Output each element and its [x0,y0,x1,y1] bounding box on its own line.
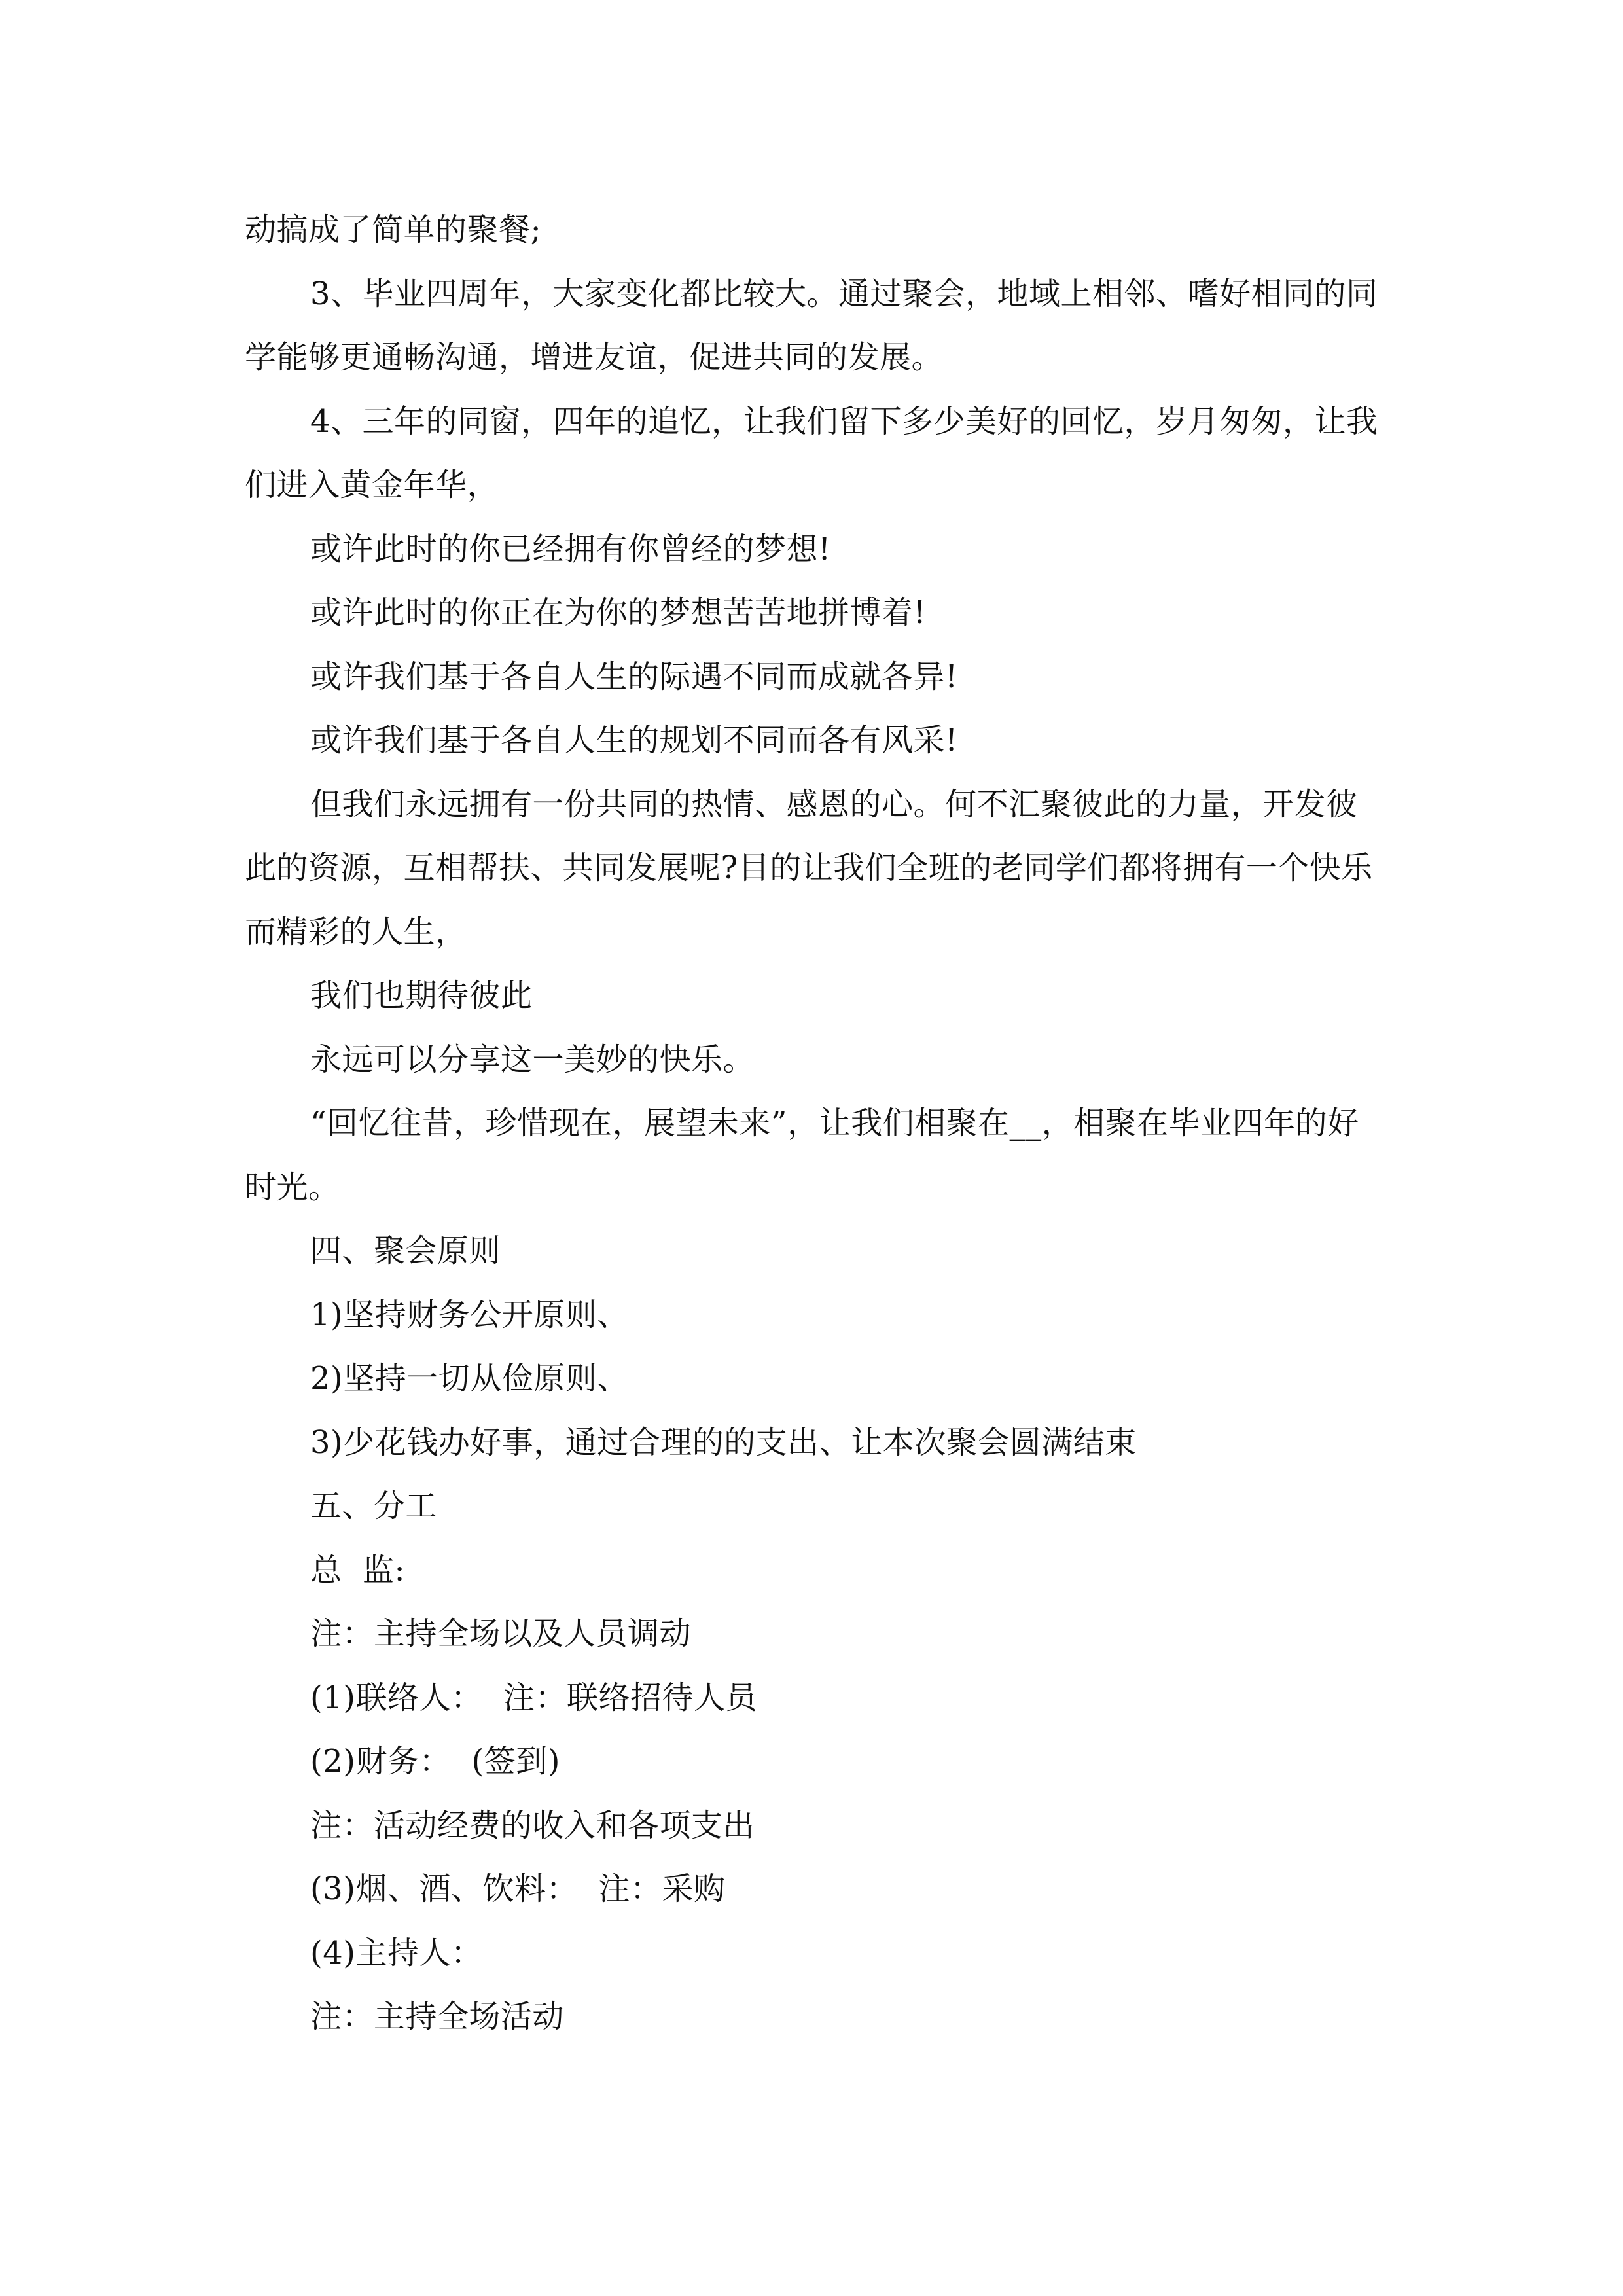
paragraph: 3、毕业四周年，大家变化都比较大。通过聚会，地域上相邻、嗜好相同的同学能够更通畅沟通，增进友谊，促进共同的发展。 [245,275,1378,376]
role-line: 总 监: [310,1551,406,1588]
paragraph: 或许我们基于各自人生的际遇不同而成就各异! [310,658,958,695]
list-item: 2)坚持一切从俭原则、 [310,1360,629,1397]
role-line: (3)烟、酒、饮料： 注：采购 [310,1871,726,1907]
note-line: 注：活动经费的收入和各项支出 [310,1806,755,1844]
paragraph: 动搞成了简单的聚餐; [245,211,542,248]
document-body [245,198,1381,2049]
paragraph: 或许我们基于各自人生的规划不同而各有风采! [310,722,958,759]
paragraph: 4、三年的同窗，四年的追忆，让我们留下多少美好的回忆，岁月匆匆，让我们进入黄金年华， [245,403,1378,503]
note-line: 注：主持全场活动 [310,1998,565,2035]
paragraph: 永远可以分享这一美妙的快乐。 [310,1041,755,1078]
section-heading: 四、聚会原则 [310,1232,501,1269]
list-item: 3)少花钱办好事，通过合理的的支出、让本次聚会圆满结束 [310,1424,1137,1461]
role-line: (1)联络人： 注：联络招待人员 [310,1679,758,1716]
list-item: 1)坚持财务公开原则、 [310,1296,629,1333]
paragraph: 但我们永远拥有一份共同的热情、感恩的心。何不汇聚彼此的力量，开发彼此的资源，互相帮扶、共同发展呢?目的让我们全班的老同学们都将拥有一个快乐而精彩的人生， [245,785,1373,950]
role-line: (2)财务： (签到) [310,1743,560,1780]
paragraph: 或许此时的你已经拥有你曾经的梦想! [310,530,831,567]
paragraph: 我们也期待彼此 [310,977,533,1014]
paragraph: 或许此时的你正在为你的梦想苦苦地拼博着! [310,594,927,631]
section-heading: 五、分工 [310,1488,438,1524]
paragraph: “回忆往昔，珍惜现在，展望未来”，让我们相聚在__，相聚在毕业四年的好时光。 [245,1105,1359,1206]
note-line: 注：主持全场以及人员调动 [310,1615,692,1652]
role-line: (4)主持人： [310,1934,483,1971]
